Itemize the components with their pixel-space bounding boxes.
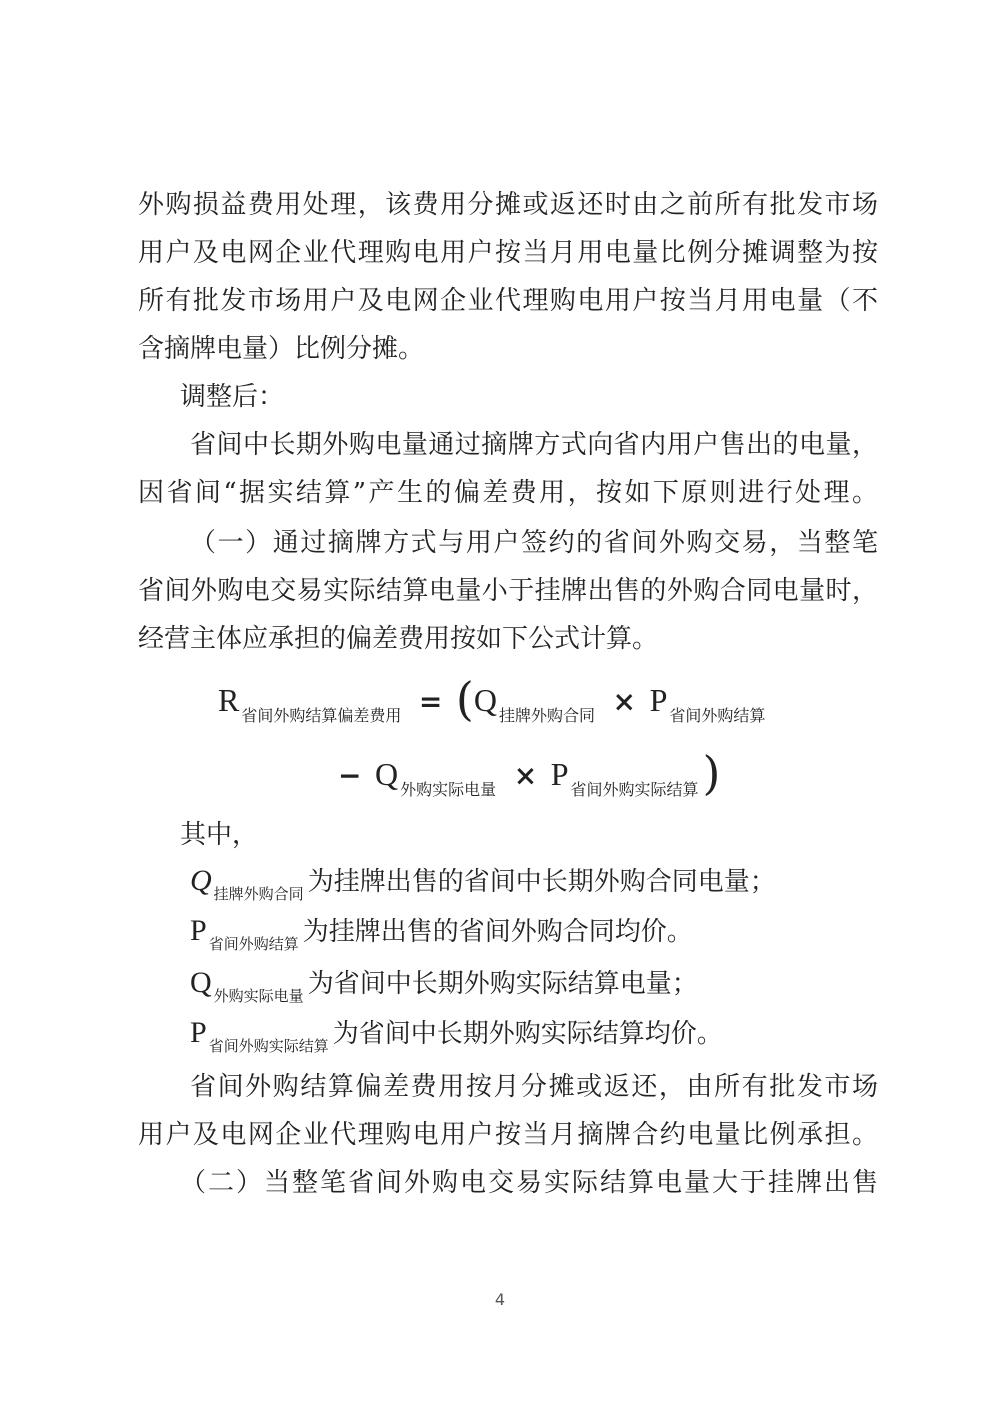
definition-row xyxy=(190,960,698,1006)
definition-symbol: P xyxy=(190,1016,207,1049)
formula-times: × xyxy=(513,759,538,792)
paragraph-line: （一）通过摘牌方式与用户签约的省间外购交易，当整笔 xyxy=(190,528,878,558)
definition-subscript: 挂牌外购合同 xyxy=(213,885,304,903)
paragraph-line: 省间外购结算偏差费用按月分摊或返还，由所有批发市场 xyxy=(190,1072,878,1102)
paragraph-line: 省间外购电交易实际结算电量小于挂牌出售的外购合同电量时， xyxy=(138,576,878,606)
where-label: 其中， xyxy=(180,820,259,850)
formula-subscript: 省间外购结算 xyxy=(669,706,766,725)
paragraph-line: 用户及电网企业代理购电用户按当月用电量比例分摊调整为按 xyxy=(138,238,878,268)
paragraph-line: 所有批发市场用户及电网企业代理购电用户按当月用电量（不 xyxy=(138,286,878,316)
formula-close-paren: ) xyxy=(702,746,721,800)
definition-text: 为挂牌出售的省间外购合同均价。 xyxy=(302,917,693,947)
section-label: 调整后： xyxy=(180,382,285,412)
formula-symbol-p: P xyxy=(550,756,569,792)
paragraph-line: （二）当整笔省间外购电交易实际结算电量大于挂牌出售 xyxy=(180,1168,878,1198)
paragraph-line: 经营主体应承担的偏差费用按如下公式计算。 xyxy=(138,624,659,654)
formula-times: × xyxy=(612,685,637,718)
formula-symbol-p: P xyxy=(649,682,668,718)
definition-subscript: 外购实际电量 xyxy=(213,987,304,1005)
definition-symbol: Q xyxy=(190,864,212,897)
paragraph-line: 含摘牌电量）比例分摊。 xyxy=(138,334,425,364)
page-number: 4 xyxy=(494,1290,506,1309)
definition-text: 为省间中长期外购实际结算电量； xyxy=(307,969,698,999)
formula-line-1 xyxy=(218,670,769,731)
definition-row xyxy=(190,1010,723,1056)
formula-subscript: 外购实际电量 xyxy=(400,780,497,799)
definition-subscript: 省间外购实际结算 xyxy=(208,1037,329,1055)
formula-symbol-q: Q xyxy=(473,682,497,718)
paragraph-line: 省间中长期外购电量通过摘牌方式向省内用户售出的电量， xyxy=(190,430,878,460)
definition-symbol: P xyxy=(190,914,207,947)
definition-row xyxy=(190,858,776,904)
formula-open-paren: ( xyxy=(455,672,474,726)
definition-text: 为省间中长期外购实际结算均价。 xyxy=(332,1019,723,1049)
formula-symbol-q: Q xyxy=(375,756,399,792)
definition-text: 为挂牌出售的省间中长期外购合同电量； xyxy=(307,867,776,897)
paragraph-line: 因省间“据实结算”产生的偏差费用，按如下原则进行处理。 xyxy=(138,478,878,508)
definition-symbol: Q xyxy=(190,966,212,999)
formula-minus: − xyxy=(338,759,362,792)
paragraph-line: 用户及电网企业代理购电用户按当月摘牌合约电量比例承担。 xyxy=(138,1120,878,1150)
paragraph-line: 外购损益费用处理，该费用分摊或返还时由之前所有批发市场 xyxy=(138,190,878,220)
definition-row xyxy=(190,908,693,954)
formula-line-2 xyxy=(334,744,720,805)
definition-subscript: 省间外购结算 xyxy=(208,935,299,953)
formula-subscript: 省间外购结算偏差费用 xyxy=(241,706,402,725)
formula-subscript: 挂牌外购合同 xyxy=(498,706,595,725)
formula-symbol-r: R xyxy=(218,682,240,718)
formula-equals: = xyxy=(418,685,443,718)
formula-subscript: 省间外购实际结算 xyxy=(570,780,699,799)
